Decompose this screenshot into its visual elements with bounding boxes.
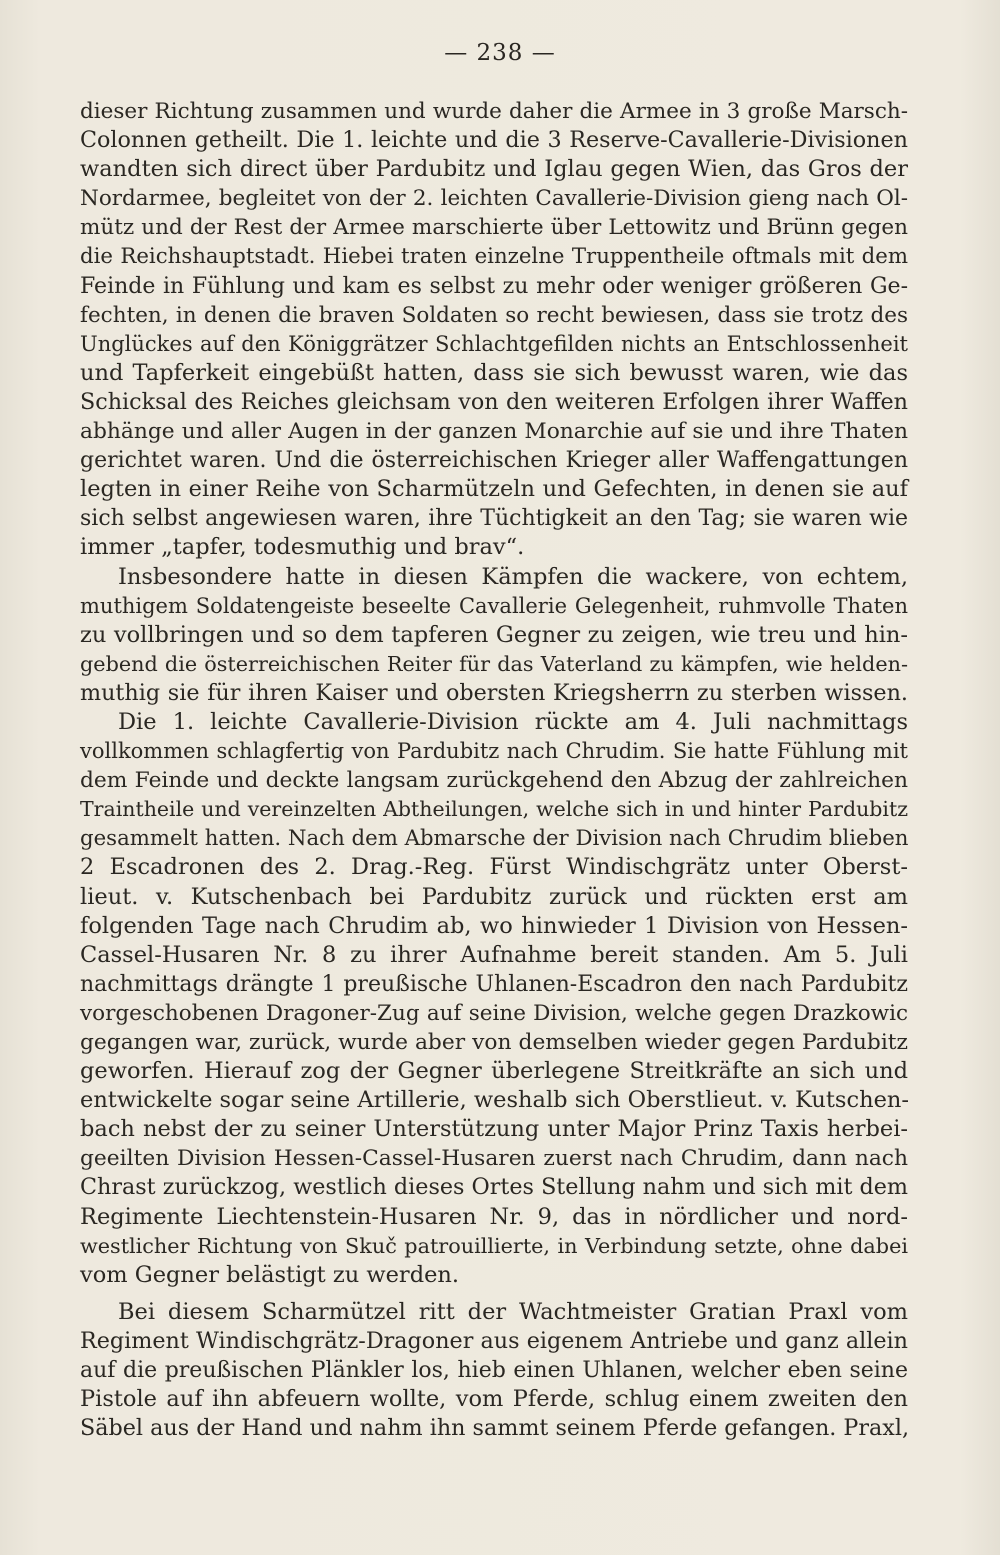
text-line: lieut. v. Kutschenbach bei Pardubitz zurück und rückten erst am [80, 883, 908, 910]
text-line: gesammelt hatten. Nach dem Abmarsche der Division nach Chrudim blieben [80, 826, 909, 852]
text-line: legten in einer Reihe von Scharmützeln und Gefechten, in denen sie auf [80, 476, 908, 503]
text-line: und Tapferkeit eingebüßt hatten, dass sie sich bewusst waren, wie das [80, 359, 908, 386]
text-line: Unglückes auf den Königgrätzer Schlachtgefilden nichts an Entschlossenheit [80, 331, 908, 356]
text-line: sich selbst angewiesen waren, ihre Tüchtigkeit an den Tag; sie waren wie [80, 506, 908, 532]
text-line: Bei diesem Scharmützel ritt der Wachtmeister Gratian Praxl vom [118, 1298, 908, 1325]
text-line: Schicksal des Reiches gleichsam von den weiteren Erfolgen ihrer Waffen [80, 388, 908, 415]
text-line: wandten sich direct über Pardubitz und Iglau gegen Wien, das Gros der [80, 156, 908, 183]
text-line: folgenden Tage nach Chrudim ab, wo hinwieder 1 Division von Hessen- [80, 912, 908, 939]
text-line: gerichtet waren. Und die österreichischen Krieger aller Waffengattungen [80, 448, 908, 474]
text-line: Feinde in Fühlung und kam es selbst zu mehr oder weniger größeren Ge- [80, 273, 908, 299]
text-line: immer „tapfer, todesmuthig und brav“. [80, 534, 525, 561]
text-line: Cassel-Husaren Nr. 8 zu ihrer Aufnahme bereit standen. Am 5. Juli [80, 941, 908, 968]
text-line: Die 1. leichte Cavallerie-Division rückte am 4. Juli nachmittags [118, 708, 908, 735]
text-line: 2 Escadronen des 2. Drag.-Reg. Fürst Windischgrätz unter Oberst- [80, 854, 908, 881]
text-line: muthig sie für ihren Kaiser und obersten Kriegsherrn zu sterben wissen. [80, 679, 908, 706]
text-line: die Reichshauptstadt. Hiebei traten einzelne Truppentheile oftmals mit dem [80, 244, 908, 270]
text-line: muthigem Soldatengeiste beseelte Cavallerie Gelegenheit, ruhmvolle Thaten [80, 593, 908, 618]
text-line: entwickelte sogar seine Artillerie, weshalb sich Oberstlieut. v. Kutschen- [80, 1087, 909, 1114]
text-line: zu vollbringen und so dem tapferen Gegner zu zeigen, wie treu und hin- [80, 621, 908, 648]
text-line: abhänge und aller Augen in der ganzen Monarchie auf sie und ihre Thaten [80, 419, 908, 445]
text-line: mütz und der Rest der Armee marschierte über Lettowitz und Brünn gegen [80, 215, 908, 241]
text-line: dieser Richtung zusammen und wurde daher die Armee in 3 große Marsch- [80, 99, 908, 124]
text-line: Regimente Liechtenstein-Husaren Nr. 9, das in nördlicher und nord- [80, 1203, 908, 1230]
text-line: bach nebst der zu seiner Unterstützung unter Major Prinz Taxis herbei- [80, 1116, 908, 1143]
text-line: Regiment Windischgrätz-Dragoner aus eigenem Antriebe und ganz allein [80, 1327, 908, 1354]
text-line: vom Gegner belästigt zu werden. [80, 1261, 460, 1288]
text-line: geeilten Division Hessen-Cassel-Husaren zuerst nach Chrudim, dann nach [80, 1146, 908, 1172]
text-line: Pistole auf ihn abfeuern wollte, vom Pferde, schlug einem zweiten den [80, 1386, 908, 1413]
text-line: Chrast zurückzog, westlich dieses Ortes Stellung nahm und sich mit dem [80, 1174, 908, 1201]
text-line: gebend die österreichischen Reiter für das Vaterland zu kämpfen, wie helden- [80, 651, 908, 676]
text-line: geworfen. Hierauf zog der Gegner überlegene Streitkräfte an sich und [80, 1058, 908, 1085]
text-line: gegangen war, zurück, wurde aber von demselben wieder gegen Pardubitz [80, 1030, 908, 1055]
text-line: westlicher Richtung von Skuč patrouillierte, in Verbindung setzte, ohne dabei [80, 1233, 908, 1258]
body-text [80, 97, 908, 1443]
text-line: vollkommen schlagfertig von Pardubitz nach Chrudim. Sie hatte Fühlung mit [80, 739, 908, 764]
text-line: nachmittags drängte 1 preußische Uhlanen-Escadron den nach Pardubitz [80, 971, 908, 997]
text-line: fechten, in denen die braven Soldaten so recht bewiesen, dass sie trotz des [80, 302, 908, 328]
page-number: — 238 — [444, 40, 556, 66]
text-line: Traintheile und vereinzelten Abtheilungen, welche sich in und hinter Pardubitz [80, 797, 908, 822]
text-line: auf die preußischen Plänkler los, hieb einen Uhlanen, welcher eben seine [80, 1358, 908, 1384]
text-line: Colonnen getheilt. Die 1. leichte und die 3 Reserve-Cavallerie-Divisionen [80, 127, 908, 154]
text-line: vorgeschobenen Dragoner-Zug auf seine Division, welche gegen Drazkowic [80, 1000, 908, 1026]
text-line: dem Feinde und deckte langsam zurückgehend den Abzug der zahlreichen [80, 768, 908, 794]
text-line: Säbel aus der Hand und nahm ihn sammt seinem Pferde gefangen. Praxl, [80, 1415, 910, 1442]
text-line: Nordarmee, begleitet von der 2. leichten Cavallerie-Division gieng nach Ol- [80, 186, 908, 212]
text-line: Insbesondere hatte in diesen Kämpfen die wackere, von echtem, [118, 563, 908, 590]
